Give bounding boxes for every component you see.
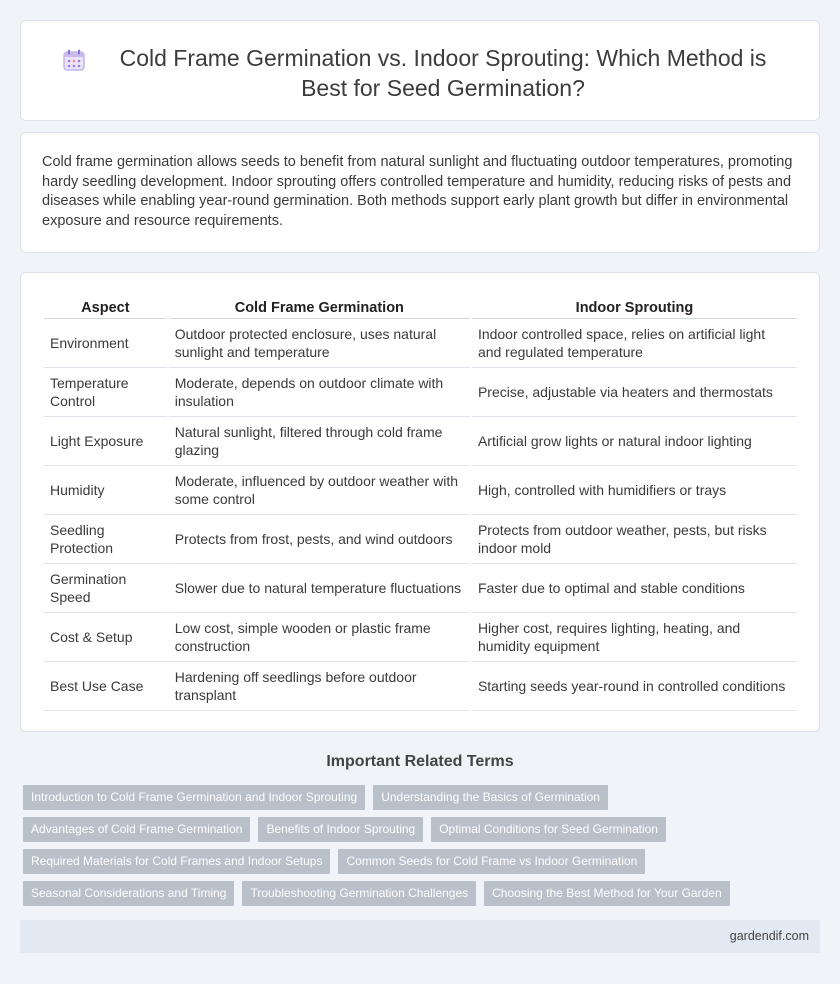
column-header-cold-frame: Cold Frame Germination [169,296,470,319]
column-header-aspect: Aspect [44,296,167,319]
aspect-cell: Light Exposure [44,417,167,466]
related-term-tag[interactable]: Common Seeds for Cold Frame vs Indoor Germination [338,849,645,874]
table-row [44,564,797,613]
related-term-tag[interactable]: Benefits of Indoor Sprouting [258,817,423,842]
related-term-tag[interactable]: Troubleshooting Germination Challenges [242,881,476,906]
cold-frame-cell: Outdoor protected enclosure, uses natural sunlight and temperature [169,319,470,368]
related-term-tag[interactable]: Advantages of Cold Frame Germination [23,817,250,842]
related-term-tag[interactable]: Understanding the Basics of Germination [373,785,608,810]
indoor-cell: High, controlled with humidifiers or trays [472,466,797,515]
indoor-cell: Artificial grow lights or natural indoor lighting [472,417,797,466]
table-row [44,319,797,368]
cold-frame-cell: Low cost, simple wooden or plastic frame construction [169,613,470,662]
table-header-row [44,296,797,319]
cold-frame-cell: Moderate, depends on outdoor climate with insulation [169,368,470,417]
related-terms-heading: Important Related Terms [326,753,514,770]
title-card [20,20,820,121]
table-row [44,466,797,515]
related-term-tag[interactable]: Introduction to Cold Frame Germination and Indoor Sprouting [23,785,365,810]
column-header-indoor: Indoor Sprouting [472,296,797,319]
indoor-cell: Higher cost, requires lighting, heating, and humidity equipment [472,613,797,662]
cold-frame-cell: Protects from frost, pests, and wind outdoors [169,515,470,564]
related-terms-list [23,785,813,913]
related-term-tag[interactable]: Choosing the Best Method for Your Garden [484,881,729,906]
intro-card [20,132,820,253]
aspect-cell: Best Use Case [44,662,167,711]
indoor-cell: Precise, adjustable via heaters and thermostats [472,368,797,417]
indoor-cell: Faster due to optimal and stable conditions [472,564,797,613]
title-row [61,43,779,103]
table-row [44,417,797,466]
table-row [44,662,797,711]
footer-site-link[interactable]: gardendif.com [729,929,809,943]
aspect-cell: Seedling Protection [44,515,167,564]
aspect-cell: Humidity [44,466,167,515]
calendar-icon [61,47,87,73]
indoor-cell: Starting seeds year-round in controlled conditions [472,662,797,711]
comparison-card [20,272,820,732]
page-title: Cold Frame Germination vs. Indoor Sprouting: Which Method is Best for Seed Germination? [119,45,767,101]
table-row [44,613,797,662]
comparison-table [42,296,799,711]
indoor-cell: Indoor controlled space, relies on artificial light and regulated temperature [472,319,797,368]
aspect-cell: Cost & Setup [44,613,167,662]
cold-frame-cell: Natural sunlight, filtered through cold frame glazing [169,417,470,466]
intro-paragraph: Cold frame germination allows seeds to benefit from natural sunlight and fluctuating outdoor temperatures, promoting hardy seedling development. Indoor sprouting offers controlled temperature and humidity, reducing risks of pests and diseases while enabling year-round germination. Both methods support early plant growth but differ in environmental exposure and resource requirements. [42,154,793,229]
aspect-cell: Environment [44,319,167,368]
cold-frame-cell: Hardening off seedlings before outdoor transplant [169,662,470,711]
related-term-tag[interactable]: Optimal Conditions for Seed Germination [431,817,666,842]
indoor-cell: Protects from outdoor weather, pests, but risks indoor mold [472,515,797,564]
cold-frame-cell: Slower due to natural temperature fluctuations [169,564,470,613]
table-row [44,368,797,417]
related-term-tag[interactable]: Required Materials for Cold Frames and Indoor Setups [23,849,330,874]
table-row [44,515,797,564]
aspect-cell: Germination Speed [44,564,167,613]
related-term-tag[interactable]: Seasonal Considerations and Timing [23,881,234,906]
cold-frame-cell: Moderate, influenced by outdoor weather with some control [169,466,470,515]
footer [20,920,820,953]
aspect-cell: Temperature Control [44,368,167,417]
